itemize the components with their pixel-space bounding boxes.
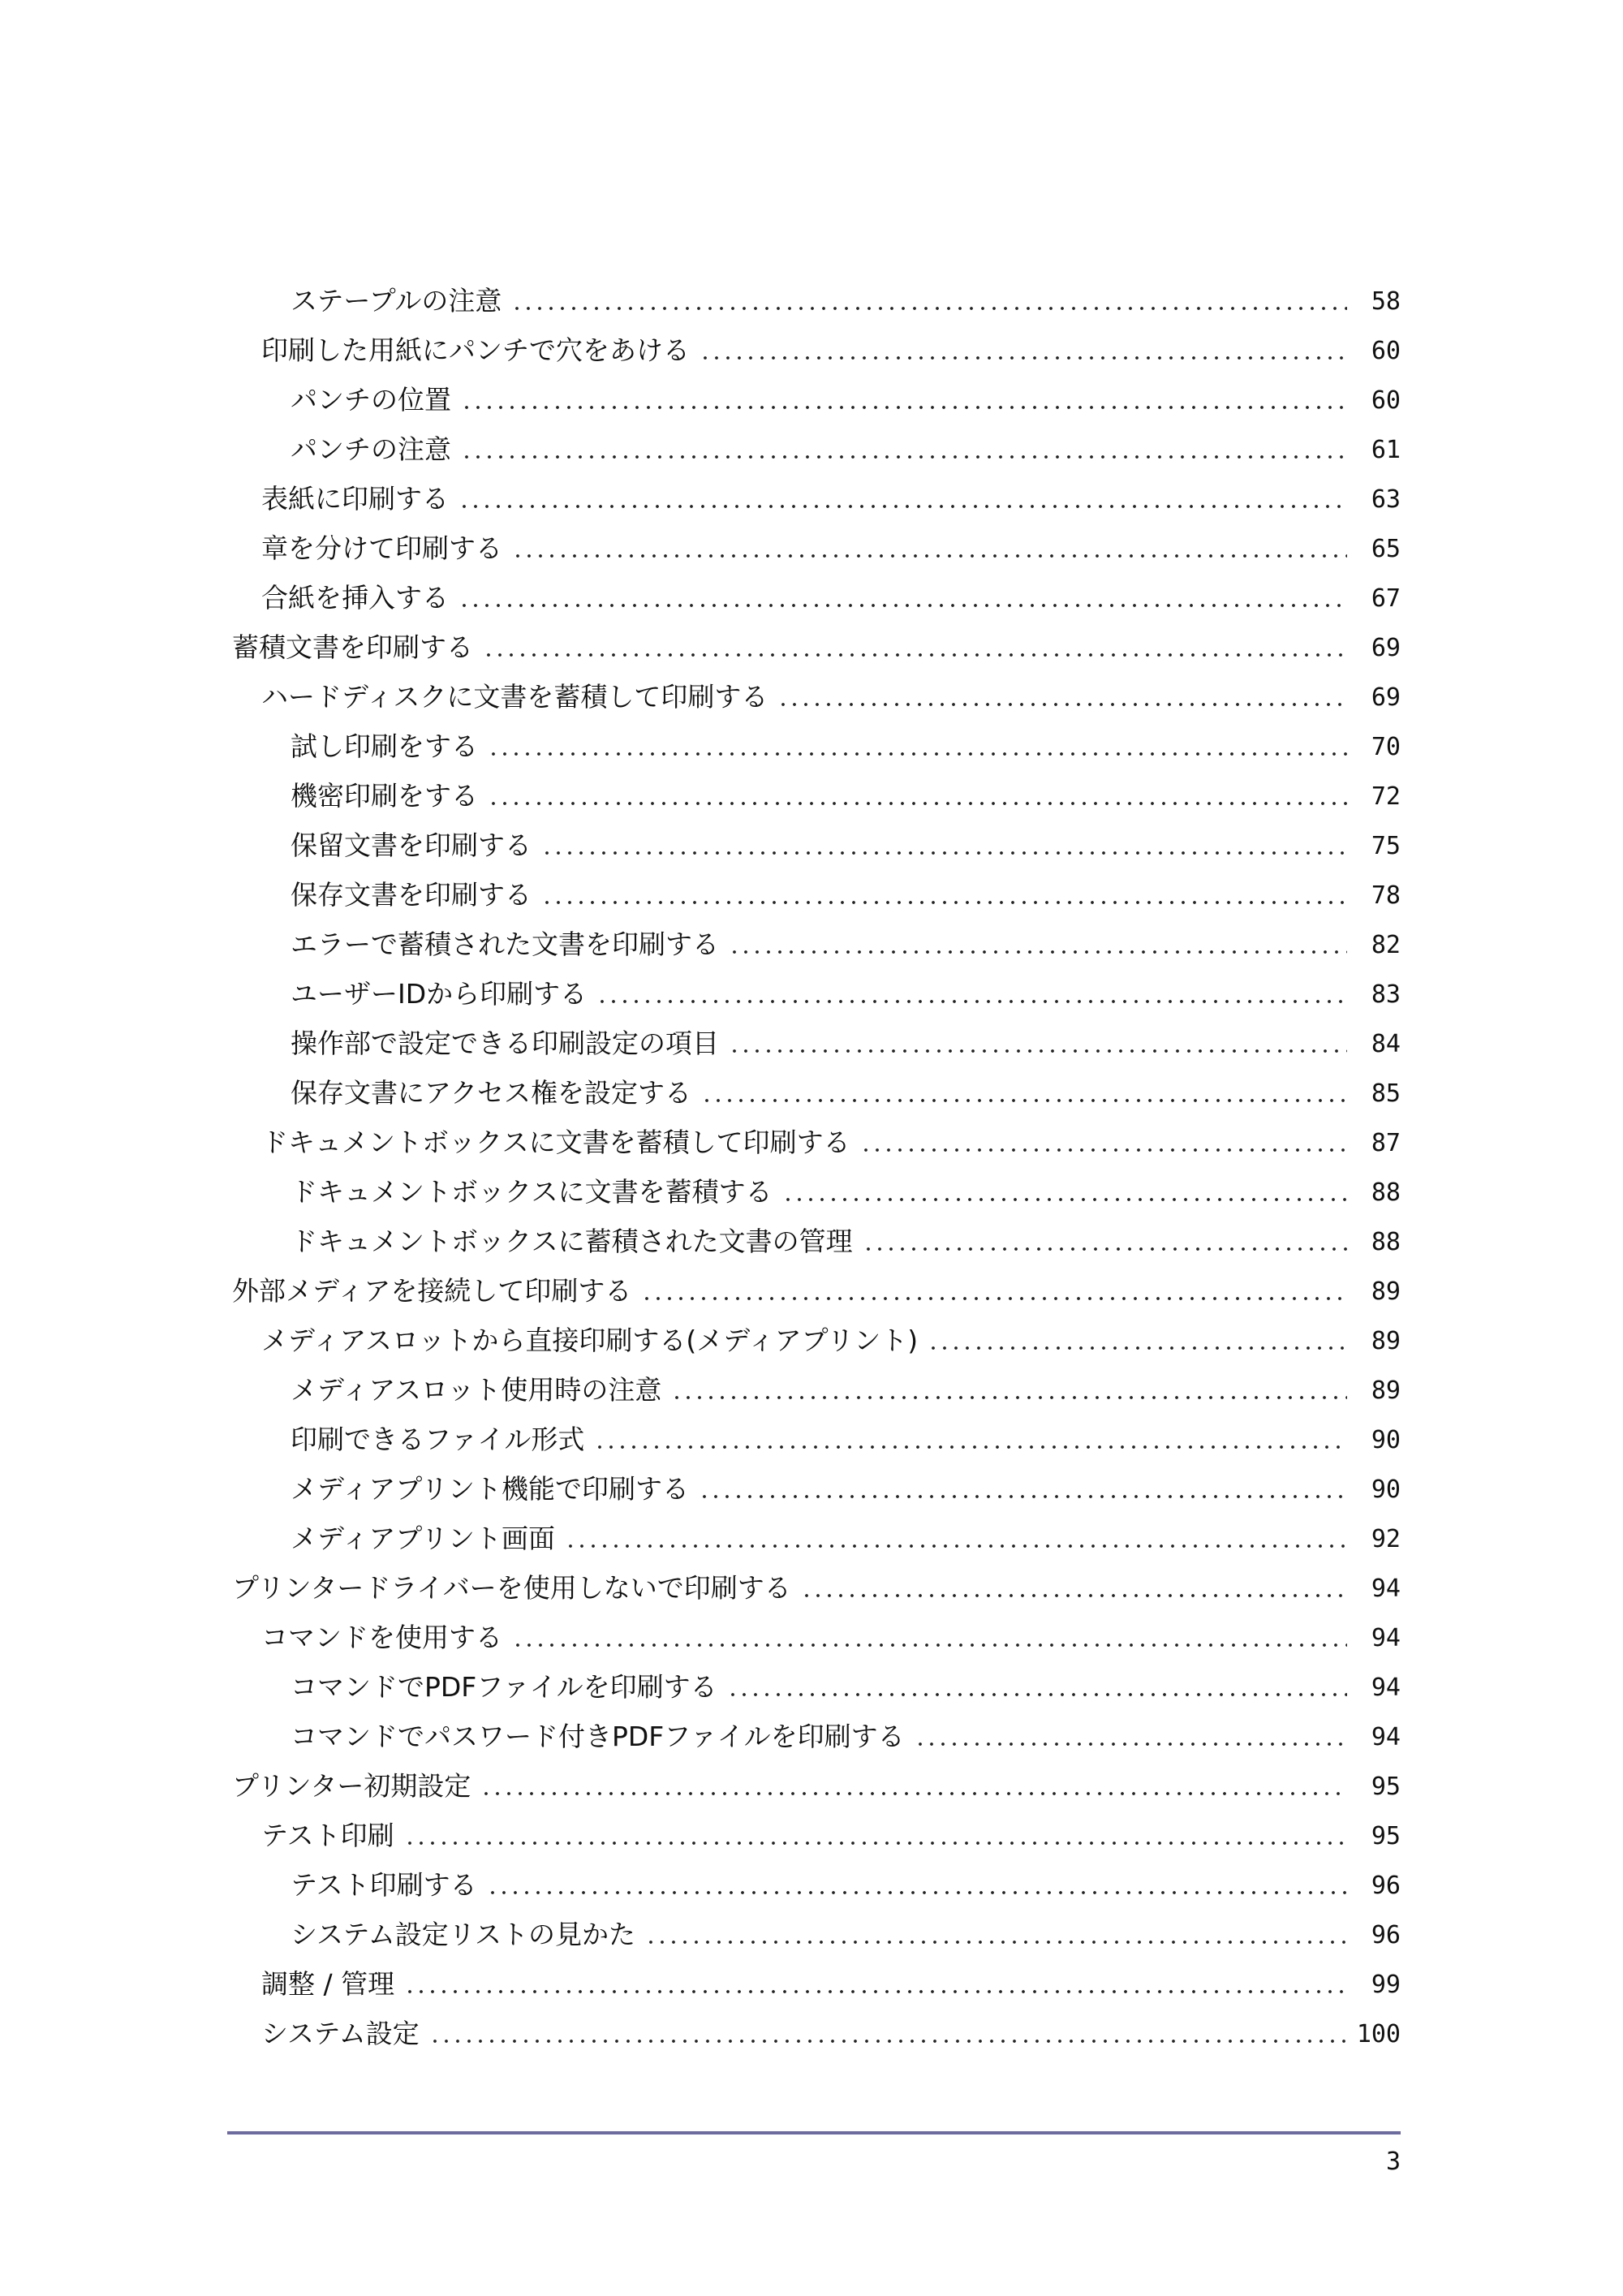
toc-entry[interactable] — [232, 1261, 1401, 1311]
toc-entry-page-number: 88 — [1371, 1228, 1401, 1256]
toc-entry-page-number: 72 — [1371, 782, 1401, 811]
toc-entry[interactable] — [232, 1855, 1401, 1905]
toc-entry-title: 保存文書を印刷する — [291, 879, 532, 911]
toc-entry[interactable] — [232, 1014, 1401, 1063]
toc-entry-page-number: 100 — [1356, 2020, 1401, 2048]
toc-entry-page-number: 89 — [1371, 1277, 1401, 1306]
dot-leader — [461, 403, 1347, 411]
dot-leader — [782, 1195, 1347, 1204]
toc-entry[interactable] — [232, 1360, 1401, 1410]
dot-leader — [429, 2037, 1347, 2045]
toc-entry-title: ユーザーIDから印刷する — [291, 978, 588, 1010]
toc-entry-title: ドキュメントボックスに文書を蓄積して印刷する — [261, 1126, 850, 1158]
dot-leader — [480, 1790, 1347, 1798]
dot-leader — [860, 1146, 1347, 1154]
toc-entry-title: 保留文書を印刷する — [291, 829, 532, 861]
toc-entry-page-number: 89 — [1371, 1376, 1401, 1405]
toc-entry-title: ドキュメントボックスに文書を蓄積する — [291, 1176, 773, 1208]
toc-entry-title: メディアプリント機能で印刷する — [291, 1473, 690, 1505]
dot-leader — [594, 1443, 1347, 1451]
toc-entry-title: メディアプリント画面 — [291, 1523, 556, 1554]
dot-leader — [777, 700, 1347, 709]
toc-entry-page-number: 94 — [1371, 1674, 1401, 1702]
toc-entry-title: プリンター初期設定 — [232, 1770, 471, 1802]
toc-entry-title: システム設定 — [261, 2018, 420, 2049]
dot-leader — [671, 1394, 1347, 1402]
toc-entry[interactable] — [232, 1558, 1401, 1608]
toc-entry-title: 蓄積文書を印刷する — [232, 631, 473, 663]
dot-leader — [729, 1047, 1347, 1055]
toc-entry-title: プリンタードライバーを使用しないで印刷する — [232, 1572, 791, 1604]
footer-divider — [227, 2131, 1401, 2134]
toc-entry[interactable] — [232, 1954, 1401, 2004]
dot-leader — [645, 1938, 1347, 1946]
toc-entry[interactable] — [232, 420, 1401, 469]
toc-entry[interactable] — [232, 321, 1401, 370]
toc-entry-page-number: 94 — [1371, 1624, 1401, 1652]
toc-entry-title: コマンドを使用する — [261, 1622, 502, 1653]
toc-entry-page-number: 58 — [1371, 287, 1401, 316]
toc-entry-page-number: 95 — [1371, 1773, 1401, 1801]
toc-entry[interactable] — [232, 1657, 1401, 1707]
dot-leader — [512, 1641, 1347, 1649]
toc-entry-title: システム設定リストの見かた — [291, 1919, 636, 1950]
toc-entry-page-number: 92 — [1371, 1525, 1401, 1553]
dot-leader — [483, 651, 1347, 659]
toc-entry-title: パンチの注意 — [291, 433, 451, 465]
toc-entry[interactable] — [232, 766, 1401, 816]
dot-leader — [915, 1740, 1347, 1748]
dot-leader — [700, 354, 1347, 362]
dot-leader — [458, 601, 1347, 610]
toc-entry[interactable] — [232, 1311, 1401, 1360]
toc-entry-title: 表紙に印刷する — [261, 483, 449, 515]
toc-entry[interactable] — [232, 1212, 1401, 1261]
toc-entry-title: ステープルの注意 — [291, 285, 502, 317]
toc-entry-page-number: 96 — [1371, 1872, 1401, 1900]
page-number: 3 — [1385, 2147, 1401, 2176]
toc-entry-page-number: 69 — [1371, 634, 1401, 662]
toc-entry-page-number: 89 — [1371, 1327, 1401, 1355]
toc-entry-page-number: 94 — [1371, 1574, 1401, 1603]
toc-entry-page-number: 87 — [1371, 1129, 1401, 1157]
toc-entry-page-number: 78 — [1371, 881, 1401, 910]
toc-entry-title: パンチの位置 — [291, 384, 451, 416]
dot-leader — [541, 849, 1347, 857]
toc-entry-title: 調整 / 管理 — [261, 1968, 395, 2000]
dot-leader — [729, 948, 1347, 956]
toc-entry[interactable] — [232, 1459, 1401, 1509]
toc-entry-page-number: 63 — [1371, 485, 1401, 514]
dot-leader — [511, 304, 1347, 312]
toc-entry[interactable] — [232, 1905, 1401, 1954]
dot-leader — [928, 1344, 1347, 1352]
toc-entry-title: 操作部で設定できる印刷設定の項目 — [291, 1027, 719, 1059]
toc-entry-page-number: 75 — [1371, 832, 1401, 860]
dot-leader — [565, 1542, 1347, 1550]
toc-entry-title: 合紙を挿入する — [261, 582, 449, 614]
toc-entry-title: 試し印刷をする — [291, 730, 478, 762]
toc-entry[interactable] — [232, 1756, 1401, 1806]
toc-entry-page-number: 99 — [1371, 1971, 1401, 1999]
toc-entry-title: 印刷した用紙にパンチで穴をあける — [261, 334, 690, 366]
toc-entry[interactable] — [232, 964, 1401, 1014]
toc-entry-title: 保存文書にアクセス権を設定する — [291, 1077, 692, 1109]
toc-entry-title: 機密印刷をする — [291, 780, 478, 812]
toc-entry-page-number: 69 — [1371, 683, 1401, 712]
dot-leader — [863, 1245, 1347, 1253]
toc-entry[interactable] — [232, 618, 1401, 667]
dot-leader — [487, 1889, 1347, 1897]
toc-entry-page-number: 95 — [1371, 1822, 1401, 1850]
dot-leader — [461, 453, 1347, 461]
dot-leader — [641, 1294, 1347, 1303]
toc-entry-title: 章を分けて印刷する — [261, 532, 502, 564]
toc-entry[interactable] — [232, 1162, 1401, 1212]
toc-entry[interactable] — [232, 370, 1401, 420]
toc-entry-title: テスト印刷 — [261, 1820, 394, 1851]
toc-entry[interactable] — [232, 271, 1401, 321]
toc-entry[interactable] — [232, 568, 1401, 618]
toc-entry[interactable] — [232, 1806, 1401, 1855]
toc-entry-title: エラーで蓄積された文書を印刷する — [291, 928, 719, 960]
toc-entry[interactable] — [232, 519, 1401, 568]
toc-entry-page-number: 82 — [1371, 931, 1401, 959]
dot-leader — [801, 1592, 1347, 1600]
toc-entry-page-number: 85 — [1371, 1079, 1401, 1108]
toc-entry-page-number: 84 — [1371, 1030, 1401, 1058]
toc-entry[interactable] — [232, 1063, 1401, 1113]
toc-entry-title: テスト印刷する — [291, 1869, 477, 1901]
dot-leader — [404, 1839, 1347, 1847]
toc-entry-page-number: 61 — [1371, 436, 1401, 464]
toc-entry-page-number: 60 — [1371, 337, 1401, 365]
dot-leader — [488, 750, 1347, 758]
toc-entry-page-number: 70 — [1371, 733, 1401, 761]
dot-leader — [727, 1691, 1347, 1699]
toc-entry-page-number: 96 — [1371, 1921, 1401, 1949]
toc-entry-title: ハードディスクに文書を蓄積して印刷する — [261, 681, 768, 713]
toc-entry-title: コマンドでPDFファイルを印刷する — [291, 1671, 717, 1703]
dot-leader — [596, 997, 1347, 1006]
toc-entry[interactable] — [232, 1410, 1401, 1459]
toc-entry-page-number: 60 — [1371, 386, 1401, 415]
toc-entry-page-number: 94 — [1371, 1723, 1401, 1751]
toc-entry-page-number: 65 — [1371, 535, 1401, 563]
toc-entry[interactable] — [232, 469, 1401, 519]
toc-entry[interactable] — [232, 2004, 1401, 2053]
toc-entry[interactable] — [232, 1608, 1401, 1657]
toc-entry-title: 印刷できるファイル形式 — [291, 1424, 585, 1455]
toc-entry[interactable] — [232, 816, 1401, 865]
toc-entry-title: 外部メディアを接続して印刷する — [232, 1275, 632, 1307]
dot-leader — [701, 1096, 1347, 1105]
dot-leader — [488, 799, 1347, 808]
toc-entry-page-number: 83 — [1371, 980, 1401, 1009]
toc-entry-page-number: 88 — [1371, 1178, 1401, 1207]
table-of-contents — [232, 271, 1401, 2053]
dot-leader — [404, 1988, 1347, 1996]
toc-entry-title: メディアスロットから直接印刷する(メディアプリント) — [261, 1325, 919, 1356]
toc-entry-title: メディアスロット使用時の注意 — [291, 1374, 662, 1406]
toc-entry[interactable] — [232, 667, 1401, 717]
toc-entry-page-number: 67 — [1371, 584, 1401, 613]
dot-leader — [699, 1493, 1347, 1501]
toc-entry-title: コマンドでパスワード付きPDFファイルを印刷する — [291, 1721, 905, 1752]
toc-entry[interactable] — [232, 717, 1401, 766]
toc-entry[interactable] — [232, 865, 1401, 915]
toc-entry-page-number: 90 — [1371, 1475, 1401, 1504]
toc-entry-page-number: 90 — [1371, 1426, 1401, 1454]
toc-entry[interactable] — [232, 1707, 1401, 1756]
toc-entry-title: ドキュメントボックスに蓄積された文書の管理 — [291, 1226, 853, 1257]
dot-leader — [541, 898, 1347, 907]
dot-leader — [512, 552, 1347, 560]
toc-entry[interactable] — [232, 915, 1401, 964]
dot-leader — [458, 502, 1347, 510]
toc-entry[interactable] — [232, 1113, 1401, 1162]
toc-entry[interactable] — [232, 1509, 1401, 1558]
